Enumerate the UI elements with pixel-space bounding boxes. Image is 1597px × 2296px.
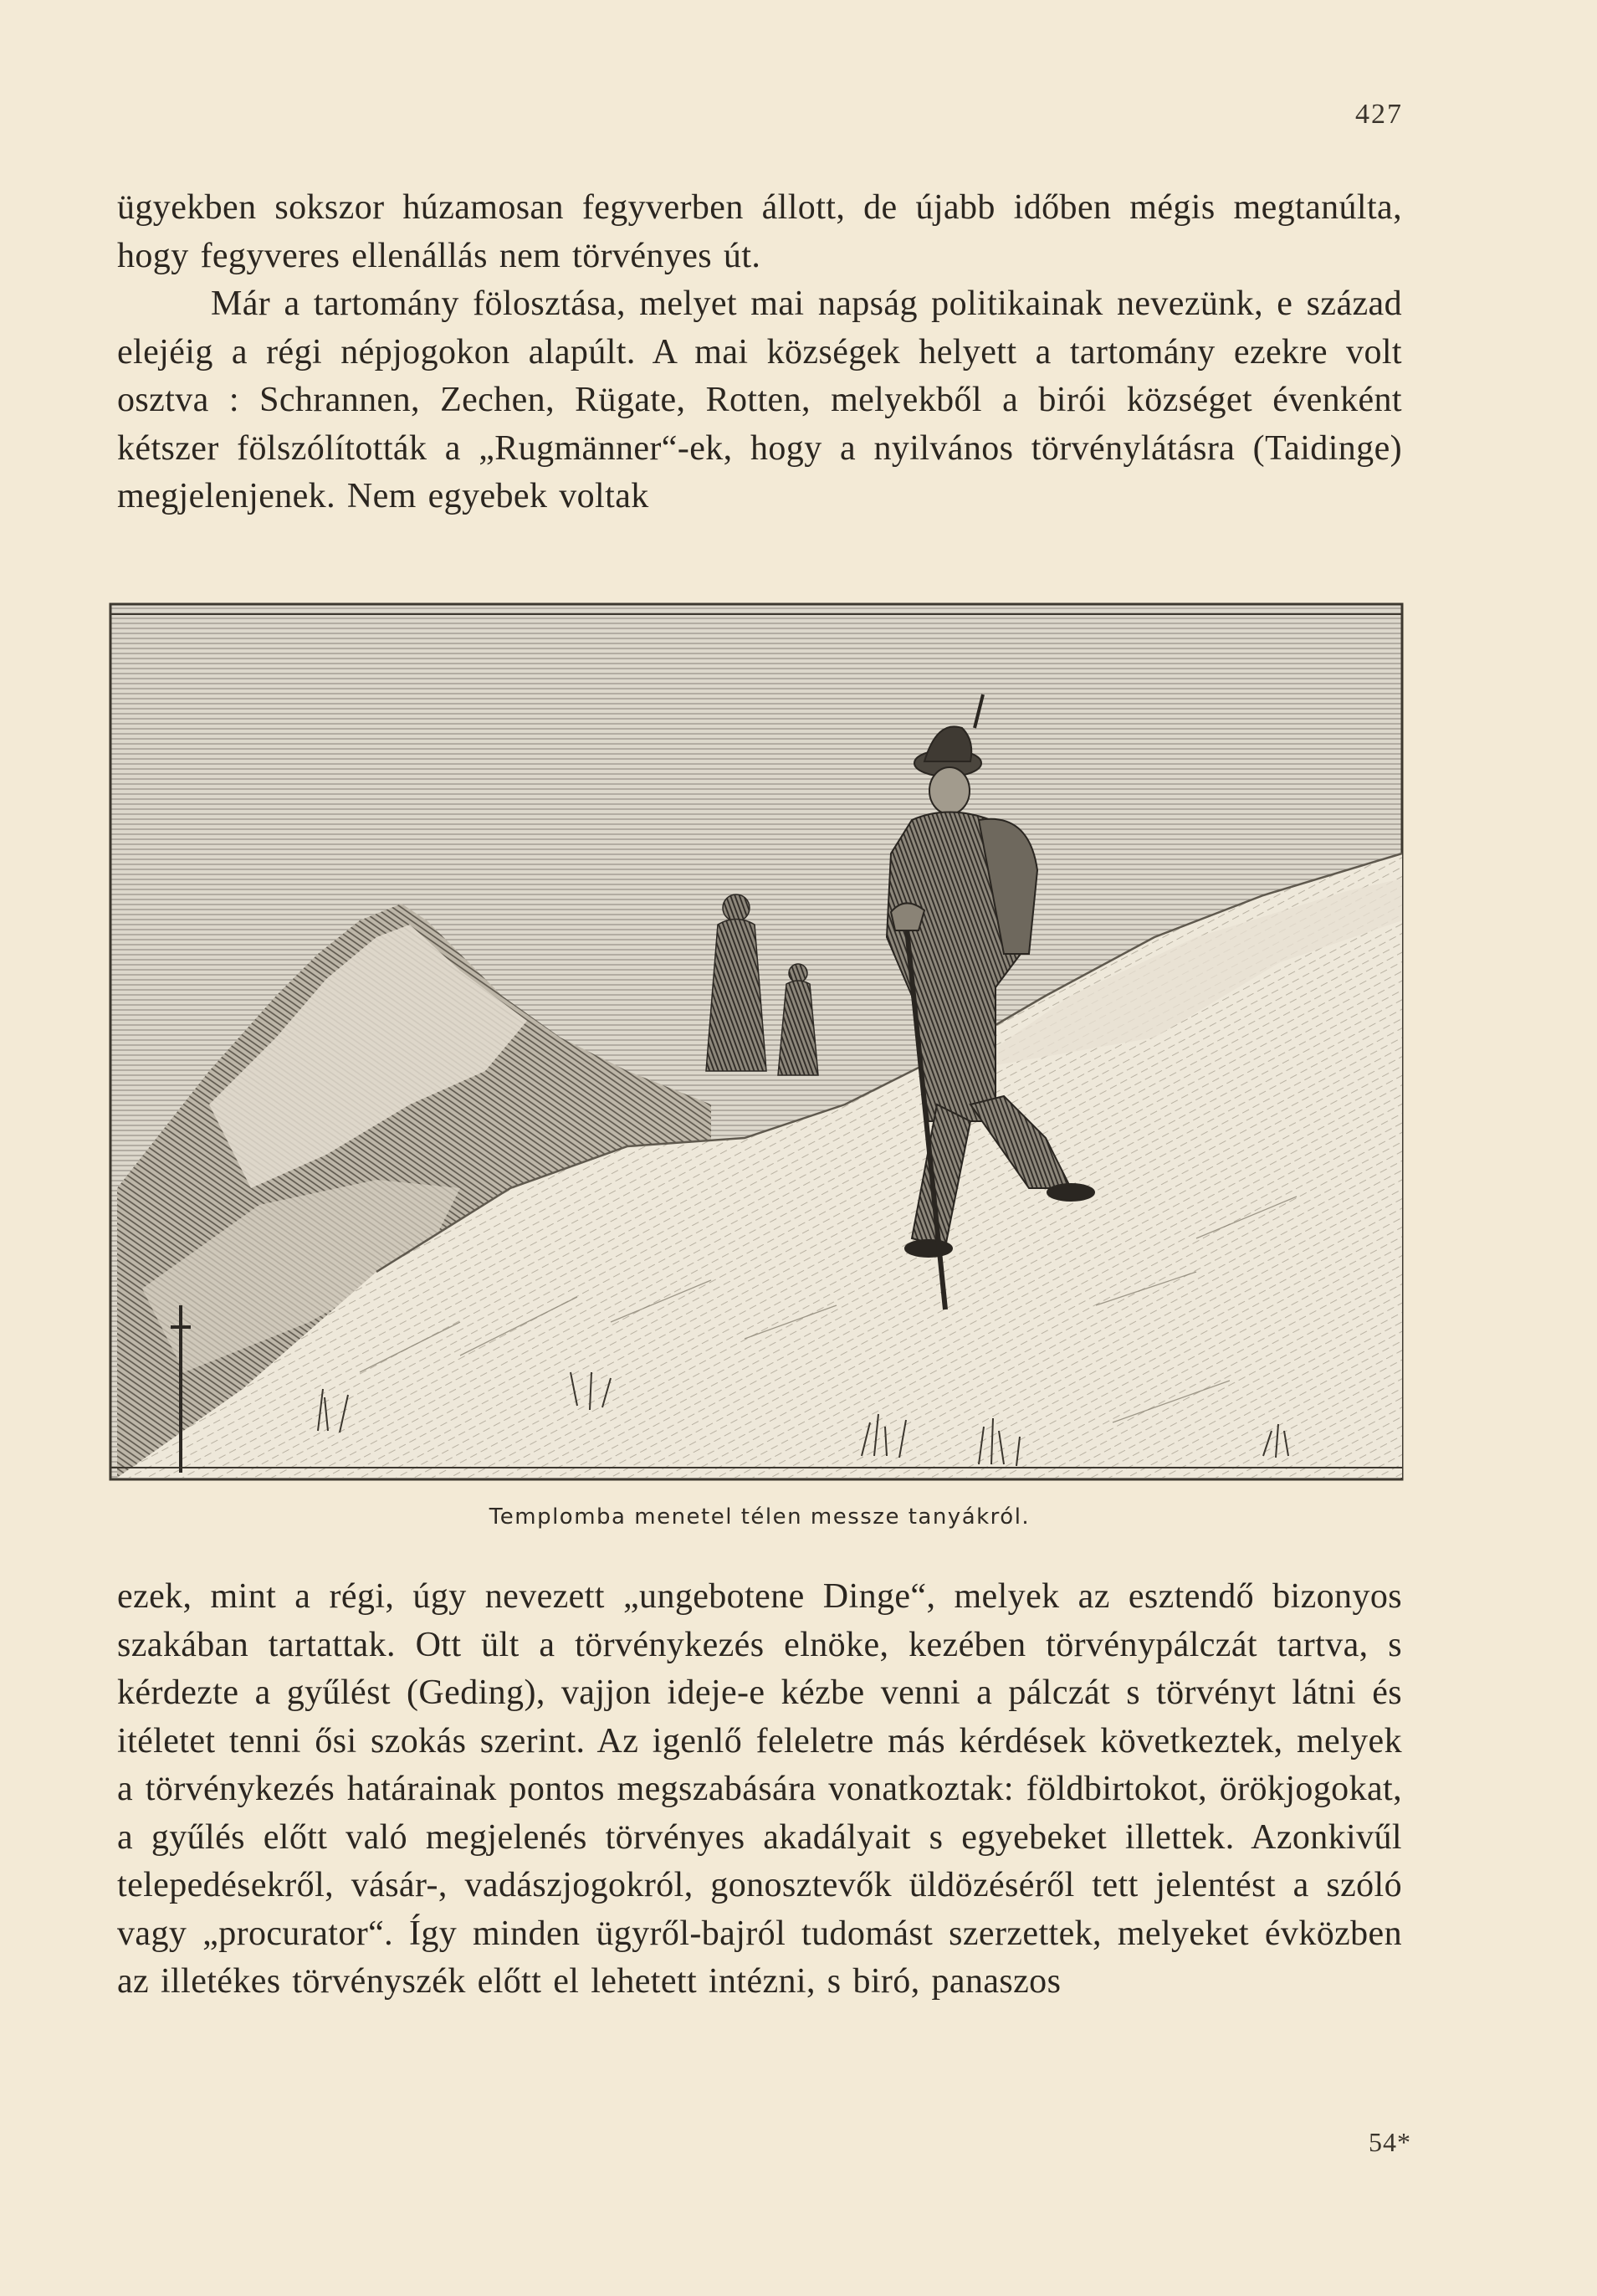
signature-mark: 54*: [1369, 2127, 1411, 2157]
illustration-winter-church-walk: [109, 602, 1404, 1481]
paragraph: Már a tartomány fölosztása, melyet mai napság politikainak nevezünk, e század elejéig a régi népjogokon alapúlt. A mai községek helyett a tartomány ezekre volt osztva : Schrannen, Zechen, Rügate, Rotten, melyekből a birói községet évenként kétszer fölszólították a „Rugmänner“-ek, hogy a nyilvános törvénylátásra (Taidinge) megjelenjenek. Nem egyebek voltak: [117, 284, 1402, 515]
page-number: 427: [1355, 99, 1403, 130]
body-text-top: [117, 184, 1402, 521]
figure-caption: Templomba menetel télen messze tanyákról.: [489, 1504, 1031, 1530]
body-text-bottom: [117, 1573, 1402, 2006]
paragraph: ezek, mint a régi, úgy nevezett „ungebotene Dinge“, melyek az esztendő bizonyos szakában tartattak. Ott ült a törvénykezés elnöke, kezében törvénypálczát tartva, s kérdezte a gyűlést (Geding), vajjon ideje-e kézbe venni a pálczát s törvényt látni és itéletet tenni ősi szokás szerint. Az igenlő feleletre más kérdések következtek, melyek a törvénykezés határainak pontos megszabására vonatkoztak: földbirtokot, örökjogokat, a gyűlés előtt való megjelenés törvényes akadályait s egyebeket illettek. Azonkivűl telepedésekről, vásár-, vadászjogokról, gonosztevők üldözéséről tett jelentést a szóló vagy „procurator“. Így minden ügyről-bajról tudomást szerzettek, melyeket évközben az illetékes törvényszék előtt el lehetett intézni, s biró, panaszos: [117, 1577, 1402, 2001]
paragraph: ügyekben sokszor húzamosan fegyverben állott, de újabb időben mégis megtanúlta, hogy fegyveres ellenállás nem törvényes út.: [117, 188, 1402, 275]
